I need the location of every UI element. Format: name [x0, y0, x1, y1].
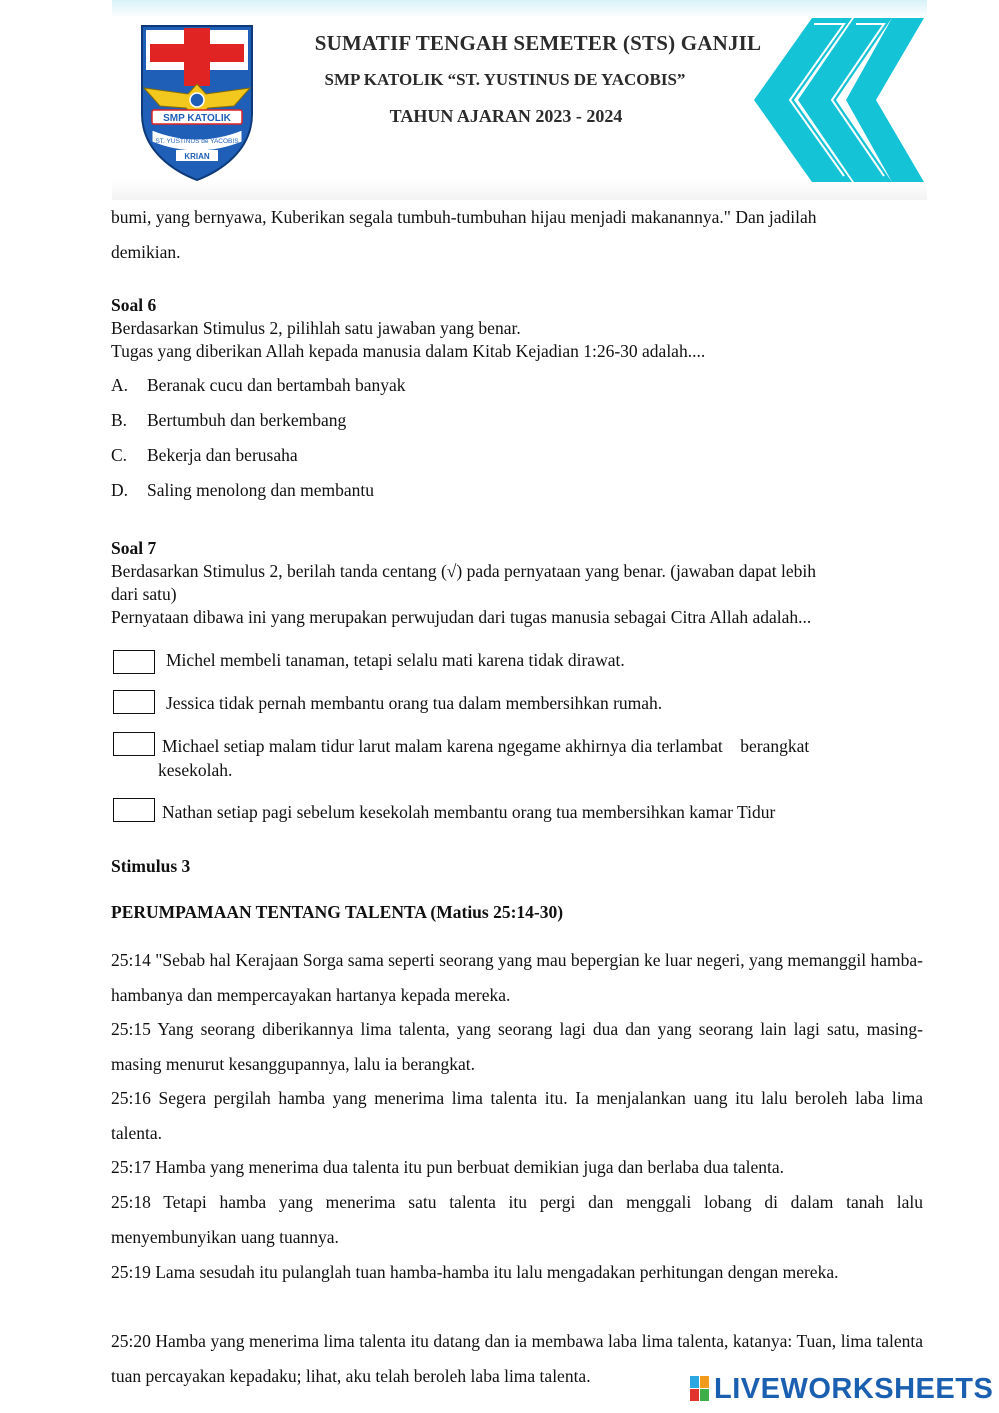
liveworksheets-watermark	[690, 1372, 995, 1406]
liveworksheets-logo-icon	[690, 1376, 710, 1402]
logo-top-text: SMP KATOLIK	[163, 113, 231, 124]
checkbox-statement-4[interactable]	[113, 798, 155, 822]
logo-bottom-text: KRIAN	[184, 152, 210, 161]
soal-7-question: Pernyataan dibawa ini yang merupakan perwujudan dari tugas manusia sebagai Citra Allah adalah...	[111, 607, 812, 627]
soal-6-instruction: Berdasarkan Stimulus 2, pilihlah satu jawaban yang benar.	[111, 318, 521, 338]
option-text: Saling menolong dan membantu	[147, 480, 374, 500]
soal-7-instruction-line-2: dari satu)	[111, 584, 177, 604]
verse-25-16: 25:16 Segera pergilah hamba yang menerima lima talenta itu. Ia menjalankan uang itu lalu beroleh laba lima talenta.	[111, 1088, 923, 1143]
chevron-decoration-icon	[752, 10, 927, 190]
stimulus-3-title: PERUMPAMAAN TENTANG TALENTA (Matius 25:14-30)	[111, 902, 564, 922]
checkbox-statement-2[interactable]	[113, 690, 155, 714]
checkbox-statement-3[interactable]	[113, 732, 155, 756]
verse-25-19: 25:19 Lama sesudah itu pulanglah tuan hamba-hamba itu lalu mengadakan perhitungan dengan mereka.	[111, 1262, 839, 1282]
soal-6-title: Soal 6	[111, 295, 157, 315]
statement-3: Michael setiap malam tidur larut malam karena ngegame akhirnya dia terlambat berangkat	[162, 736, 810, 756]
academic-year: TAHUN AJARAN 2023 - 2024	[389, 106, 623, 126]
soal-7	[111, 537, 923, 629]
soal-7-instruction-line-1: Berdasarkan Stimulus 2, berilah tanda centang (√) pada pernyataan yang benar. (jawaban dapat lebih	[111, 561, 816, 581]
option-text: Bertumbuh dan berkembang	[147, 410, 347, 430]
intro-line-2: demikian.	[111, 242, 181, 262]
option-letter: C.	[111, 445, 128, 465]
intro-line-1: bumi, yang bernyawa, Kuberikan segala tumbuh-tumbuhan hijau menjadi makanannya." Dan jadilah	[111, 207, 817, 227]
statement-4: Nathan setiap pagi sebelum kesekolah membantu orang tua membersihkan kamar Tidur	[162, 802, 776, 822]
verse-25-20: 25:20 Hamba yang menerima lima talenta itu datang dan ia membawa laba lima talenta, katanya: Tuan, lima talenta tuan percayakan kepadaku; lihat, aku telah beroleh laba lima talenta.	[111, 1331, 923, 1386]
option-letter: B.	[111, 410, 128, 430]
school-name: SMP KATOLIK “ST. YUSTINUS DE YACOBIS”	[324, 70, 686, 89]
intro-text	[111, 200, 923, 270]
soal-6-option-d[interactable]	[111, 480, 374, 501]
option-text: Beranak cucu dan bertambah banyak	[147, 375, 406, 395]
soal-7-title: Soal 7	[111, 538, 157, 558]
exam-title: SUMATIF TENGAH SEMETER (STS) GANJIL	[314, 31, 762, 55]
soal-6-option-a[interactable]	[111, 375, 406, 396]
soal-6-option-c[interactable]	[111, 445, 298, 466]
stimulus-3-label: Stimulus 3	[111, 856, 191, 876]
soal-6-question: Tugas yang diberikan Allah kepada manusia dalam Kitab Kejadian 1:26-30 adalah....	[111, 341, 706, 361]
option-letter: A.	[111, 375, 129, 395]
liveworksheets-text: LIVEWORKSHEETS	[714, 1373, 994, 1405]
soal-6	[111, 294, 923, 363]
option-text: Bekerja dan berusaha	[147, 445, 298, 465]
logo-ribbon-text: ST. YUSTINUS de YACOBIS	[155, 138, 239, 145]
verse-25-17: 25:17 Hamba yang menerima dua talenta itu pun berbuat demikian juga dan berlaba dua talenta.	[111, 1157, 785, 1177]
verse-25-14: 25:14 "Sebab hal Kerajaan Sorga sama seperti seorang yang mau bepergian ke luar negeri, yang memanggil hamba-hambanya dan mempercayakan hartanya kepada mereka.	[111, 950, 923, 1005]
verse-25-18: 25:18 Tetapi hamba yang menerima satu talenta itu pergi dan menggali lobang di dalam tanah lalu menyembunyikan uang tuannya.	[111, 1192, 923, 1247]
option-letter: D.	[111, 480, 129, 500]
soal-6-option-b[interactable]	[111, 410, 346, 431]
statement-2: Jessica tidak pernah membantu orang tua dalam membersihkan rumah.	[166, 693, 663, 713]
verse-25-15: 25:15 Yang seorang diberikannya lima talenta, yang seorang lagi dua dan yang seorang lain lagi satu, masing-masing menurut kesanggupannya, lalu ia berangkat.	[111, 1019, 923, 1074]
statement-3-continuation: kesekolah.	[158, 760, 233, 780]
statement-1: Michel membeli tanaman, tetapi selalu mati karena tidak dirawat.	[166, 650, 625, 670]
checkbox-statement-1[interactable]	[113, 650, 155, 674]
